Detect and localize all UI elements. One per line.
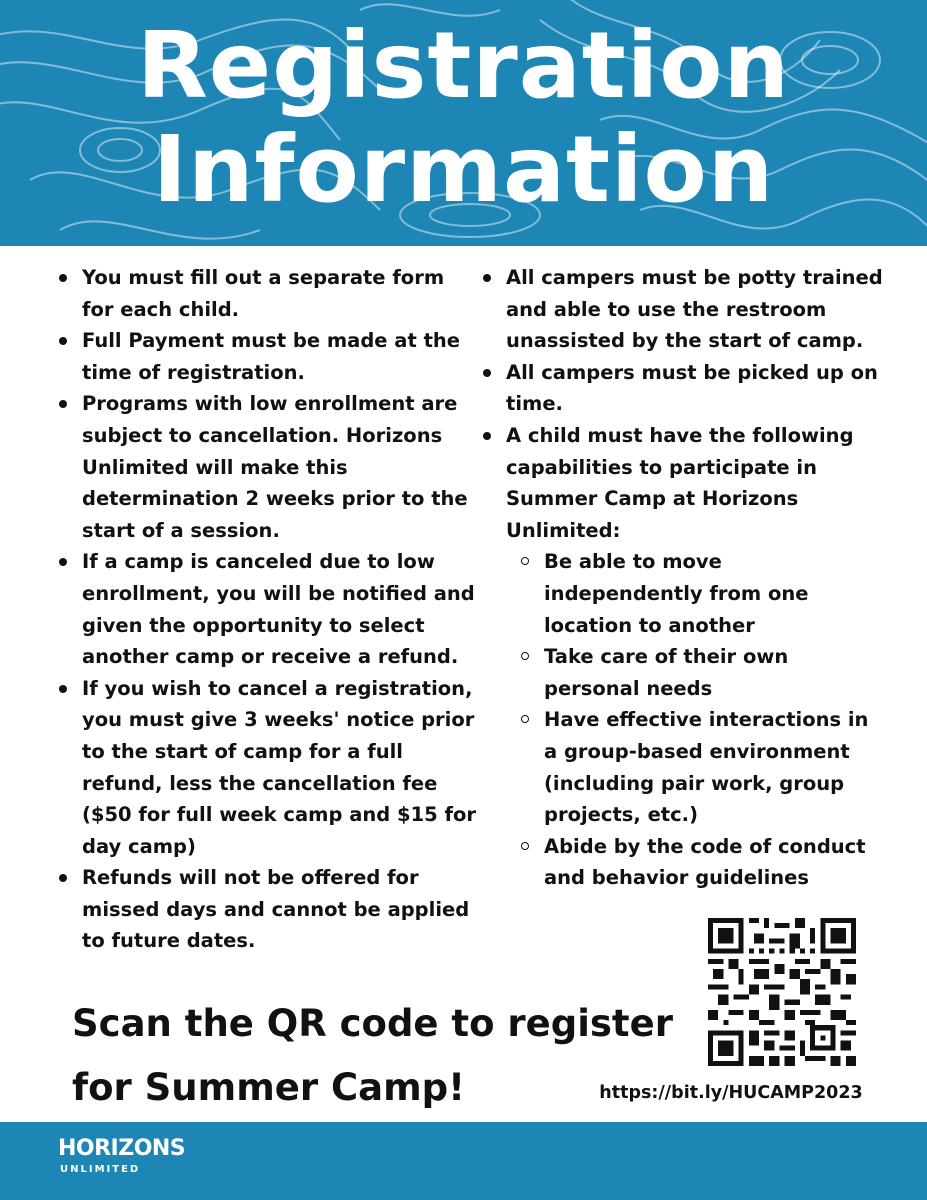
cta-line-1: Scan the QR code to register: [72, 1002, 673, 1045]
list-item: You must fill out a separate form for each child.: [56, 262, 476, 325]
sub-list-item: Take care of their own personal needs: [520, 641, 885, 704]
list-item-text: A child must have the following capabilities to participate in Summer Camp at Horizons Unlimited:: [506, 423, 854, 542]
title-line-1: Registration: [136, 12, 791, 119]
list-item: Refunds will not be offered for missed days and cannot be applied to future dates.: [56, 862, 476, 957]
list-item: All campers must be picked up on time.: [480, 357, 885, 420]
qr-code-icon[interactable]: [706, 918, 858, 1066]
header-banner: [0, 0, 927, 246]
sub-list-item: Abide by the code of conduct and behavior guidelines: [520, 831, 885, 894]
capabilities-sub-list: [520, 546, 885, 894]
footer-banner: [0, 1122, 927, 1200]
sub-list-item: Be able to move independently from one location to another: [520, 546, 885, 641]
list-item: [480, 420, 885, 894]
logo-wordmark: HORIZONS: [58, 1136, 186, 1161]
list-item: If a camp is canceled due to low enrollment, you will be notified and given the opportunity to select another camp or receive a refund.: [56, 546, 476, 672]
page-title: [0, 14, 927, 222]
left-bullet-list: [56, 262, 476, 957]
title-line-2: Information: [152, 116, 775, 223]
list-item: All campers must be potty trained and able to use the restroom unassisted by the start of camp.: [480, 262, 885, 357]
right-bullet-list: [480, 262, 885, 894]
left-column: [56, 262, 476, 957]
cta-line-2: for Summer Camp!: [72, 1066, 465, 1109]
horizons-unlimited-logo: [58, 1136, 198, 1190]
list-item: Full Payment must be made at the time of registration.: [56, 325, 476, 388]
right-column: [480, 262, 885, 894]
logo-subtitle: UNLIMITED: [60, 1164, 141, 1175]
list-item: If you wish to cancel a registration, you must give 3 weeks' notice prior to the start of camp for a full refund, less the cancellation fee ($50 for full week camp and $15 for day camp): [56, 673, 476, 863]
sub-list-item: Have effective interactions in a group-based environment (including pair work, group projects, etc.): [520, 704, 885, 830]
list-item: Programs with low enrollment are subject to cancellation. Horizons Unlimited will make this determination 2 weeks prior to the start of a session.: [56, 388, 476, 546]
registration-link[interactable]: https://bit.ly/HUCAMP2023: [599, 1083, 863, 1103]
